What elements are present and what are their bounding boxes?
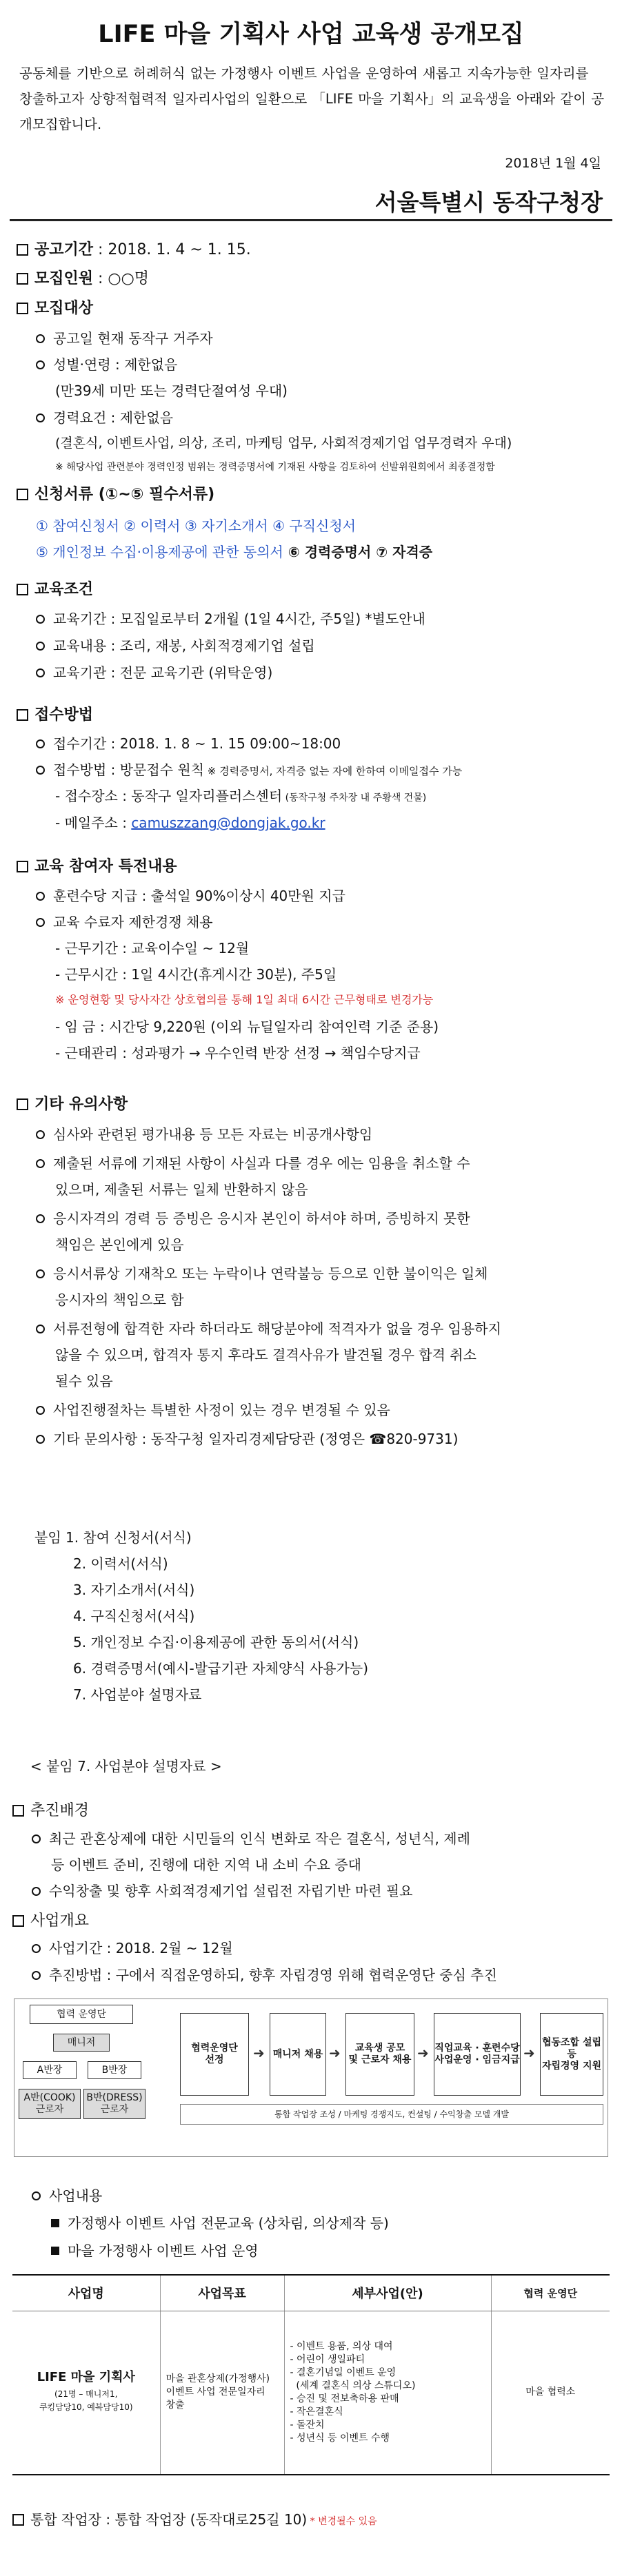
section-background (12, 1799, 89, 1820)
bullet-circle-icon (32, 2191, 41, 2200)
bullet-square-icon (51, 2247, 59, 2255)
bullet-circle-icon (36, 413, 45, 422)
list-item: 접수기간 : 2018. 1. 8 ~ 1. 15 09:00~18:00 (36, 733, 341, 753)
bullet-circle-icon (36, 668, 45, 677)
bullet-circle-icon (36, 739, 45, 748)
checkbox-icon (17, 1098, 28, 1110)
section-period (17, 238, 251, 259)
step-2: 매니저 채용 (270, 2013, 326, 2096)
col-header: 사업명 (12, 2275, 160, 2311)
arrow-right-icon: ➜ (329, 2045, 341, 2061)
section-label: 교육 참여자 특전내용 (34, 858, 177, 875)
note-item-cont: 책임은 본인에게 있음 (55, 1236, 184, 1253)
crew-a-box: A반(COOK) 근로자 (19, 2089, 81, 2119)
cell-goal: 마을 관혼상제(가정행사) 이벤트 사업 전문일자리 창출 (160, 2311, 284, 2475)
bullet-circle-icon (36, 892, 45, 901)
bullet-circle-icon (36, 1435, 45, 1444)
section-application (17, 703, 93, 724)
detail-line: - 근무기간 : 교육이수일 ~ 12월 (55, 940, 250, 957)
page-title: LIFE 마을 기획사 사업 교육생 공개모집 (98, 21, 524, 48)
checkbox-icon (17, 303, 28, 314)
attachment-item: 5. 개인정보 수집·이용제공에 관한 동의서(서식) (73, 1634, 359, 1650)
section-benefits (17, 855, 177, 876)
checkbox-icon (12, 1805, 24, 1817)
attachment-item: 3. 자기소개서(서식) (73, 1582, 195, 1598)
step-4: 직업교육 · 훈련수당 사업운영 · 임금지급 (434, 2013, 521, 2096)
bullet-circle-icon (32, 1971, 41, 1980)
checkbox-icon (17, 861, 28, 872)
bullet-circle-icon (36, 334, 45, 343)
note-item-cont: 될수 있음 (55, 1373, 113, 1389)
arrow-right-icon: ➜ (523, 2045, 535, 2061)
list-item: 마을 가정행사 이벤트 사업 운영 (51, 2240, 259, 2260)
cell-details: - 이벤트 용품, 의상 대여 - 어린이 생일파티 - 결혼기념일 이벤트 운영 (세계 결혼식 의상 스튜디오) - 승진 및 전보축하용 판매 - 작은결혼식 - 돌잔치 - 성년식 등 이벤트 수행 (284, 2311, 491, 2475)
business-table (12, 2274, 610, 2475)
divider (10, 219, 612, 221)
bullet-circle-icon (36, 1214, 45, 1223)
detail-line: - 접수장소 : 동작구 일자리플러스센터 (동작구청 주차장 내 주황색 건물) (55, 788, 427, 804)
col-header: 사업목표 (160, 2275, 284, 2311)
bullet-circle-icon (36, 1159, 45, 1168)
bullet-circle-icon (32, 1834, 41, 1843)
cell-name: LIFE 마을 기획사 (21명 – 매니저1, 쿠킹담당10, 예복담당10) (12, 2311, 160, 2475)
list-item: 추진방법 : 구에서 직접운영하되, 향후 자립경영 위해 협력운영단 중심 추진 (32, 1964, 497, 1984)
list-item: 수익창출 및 향후 사회적경제기업 설립전 자립기반 마련 필요 (32, 1880, 413, 1900)
attachment-item: 2. 이력서(서식) (73, 1555, 168, 1572)
appendix-title: < 붙임 7. 사업분야 설명자료 > (30, 1758, 222, 1775)
workshop-line: 통합 작업장 : 통합 작업장 (동작대로25길 10) * 변경될수 있음 (12, 2508, 377, 2528)
bullet-circle-icon (36, 918, 45, 927)
section-content: 사업내용 (32, 2185, 102, 2205)
arrow-right-icon: ➜ (253, 2045, 265, 2061)
step-3: 교육생 공모 및 근로자 채용 (345, 2013, 414, 2096)
bullet-circle-icon (36, 1130, 45, 1139)
required-docs-line: ① 참여신청서 ② 이력서 ③ 자기소개서 ④ 구직신청서 (36, 518, 356, 534)
bullet-circle-icon (36, 1406, 45, 1415)
section-overview (12, 1909, 89, 1930)
list-item: 훈련수당 지급 : 출석일 90%이상시 40만원 지급 (36, 885, 345, 905)
attachment-item: 6. 경력증명서(예시-발급기관 자체양식 사용가능) (73, 1660, 369, 1677)
bullet-circle-icon (36, 360, 45, 369)
note-red: ※ 운영현황 및 당사자간 상호협의를 통해 1일 최대 6시간 근무형태로 변경가능 (55, 993, 434, 1006)
section-label: 사업개요 (30, 1912, 90, 1930)
section-label: 접수방법 (34, 706, 94, 724)
detail-line: - 메일주소 : camuszzang@dongjak.go.kr (55, 815, 325, 831)
bullet-square-icon (51, 2219, 59, 2227)
note-item-cont: 않을 수 있으며, 합격자 통지 후라도 결격사유가 발견될 경우 합격 취소 (55, 1347, 476, 1363)
section-value: : 2018. 1. 4 ~ 1. 15. (93, 241, 251, 258)
col-header: 세부사업(안) (284, 2275, 491, 2311)
attachment-item: 4. 구직신청서(서식) (73, 1608, 195, 1624)
list-item: 성별·연령 : 제한없음 (36, 354, 177, 374)
checkbox-icon (17, 709, 28, 721)
table-header-row (12, 2275, 610, 2311)
support-bar: 통합 작업장 조성 / 마케팅 경쟁지도, 컨설팅 / 수익창출 모델 개발 (180, 2104, 603, 2125)
section-headcount (17, 267, 149, 288)
detail-line: - 근무시간 : 1일 4시간(휴게시간 30분), 주5일 (55, 966, 337, 983)
bullet-circle-icon (36, 766, 45, 775)
attachments-head: 붙임 1. 참여 신청서(서식) (34, 1529, 192, 1546)
note-item-cont: 응시자의 책임으로 함 (55, 1291, 184, 1308)
list-item-cont: 등 이벤트 준비, 진행에 대한 지역 내 소비 수요 증대 (51, 1857, 361, 1873)
org-flowchart (14, 1999, 608, 2157)
list-item: 사업기간 : 2018. 2월 ~ 12월 (32, 1937, 233, 1957)
list-item: 가정행사 이벤트 사업 전문교육 (상차림, 의상제작 등) (51, 2212, 389, 2232)
checkbox-icon (17, 273, 28, 285)
section-target (17, 296, 93, 318)
issuer: 서울특별시 동작구청장 (374, 189, 603, 216)
detail-line: - 근태관리 : 성과평가 → 우수인력 반장 선정 → 책임수당지급 (55, 1045, 421, 1061)
cell-partner: 마을 협력소 (491, 2311, 610, 2475)
section-label: 공고기간 (34, 241, 94, 258)
bullet-circle-icon (36, 1325, 45, 1333)
checkbox-icon (12, 2514, 24, 2526)
note-item: 제출된 서류에 기재된 사항이 사실과 다를 경우 에는 임용을 취소할 수 (36, 1152, 470, 1172)
note-item-cont: 있으며, 제출된 서류는 일체 반환하지 않음 (55, 1181, 308, 1198)
bullet-circle-icon (32, 1887, 41, 1896)
checkbox-icon (17, 489, 28, 500)
list-item: 교육기간 : 모집일로부터 2개월 (1일 4시간, 주5일) *별도안내 (36, 608, 425, 628)
note: ※ 해당사업 관련분야 경력인정 범위는 경력증명서에 기재된 사항을 검토하여 선발위원회에서 최종결정함 (55, 462, 495, 473)
manager-box: 매니저 (53, 2034, 110, 2052)
list-item: 최근 관혼상제에 대한 시민들의 인식 변화로 작은 결혼식, 성년식, 제례 (32, 1828, 470, 1848)
note-item: 사업진행절차는 특별한 사정이 있는 경우 변경될 수 있음 (36, 1399, 390, 1419)
note-item: 응시서류상 기재착오 또는 누락이나 연락불능 등으로 인한 불이익은 일체 (36, 1263, 488, 1282)
note-item: 기타 문의사항 : 동작구청 일자리경제담당관 (정영은 ☎820-9731) (36, 1428, 458, 1448)
col-header: 협력 운영단 (491, 2275, 610, 2311)
bullet-circle-icon (36, 642, 45, 651)
section-value: : ○○명 (93, 270, 150, 287)
detail-line: - 임 금 : 시간당 9,220원 (이외 뉴딜일자리 참여인력 기준 준용) (55, 1019, 439, 1035)
docs-line: ⑤ 개인정보 수집·이용제공에 관한 동의서 ⑥ 경력증명서 ⑦ 자격증 (36, 544, 433, 560)
attachment-item: 7. 사업분야 설명자료 (73, 1686, 202, 1703)
arrow-right-icon: ➜ (417, 2045, 429, 2061)
email-link[interactable]: camuszzang@dongjak.go.kr (131, 815, 325, 831)
team-a-box: A반장 (23, 2061, 77, 2079)
crew-b-box: B반(DRESS) 근로자 (83, 2089, 146, 2119)
notice-date: 2018년 1월 4일 (505, 156, 601, 171)
section-label: 모집인원 (34, 270, 94, 287)
list-item: 접수방법 : 방문접수 원칙 ※ 경력증명서, 자격증 없는 자에 한하여 이메일접수 가능 (36, 759, 462, 779)
checkbox-icon (12, 1915, 24, 1927)
table-row (12, 2311, 610, 2475)
section-label: 교육조건 (34, 581, 94, 598)
step-1: 협력운영단 선정 (180, 2013, 249, 2096)
section-label: 모집대상 (34, 300, 94, 317)
checkbox-icon (17, 244, 28, 256)
coop-box: 협력 운영단 (30, 2005, 133, 2024)
list-item: 공고일 현재 동작구 거주자 (36, 327, 213, 347)
note-item: 응시자격의 경력 등 증빙은 응시자 본인이 하셔야 하며, 증빙하지 못한 (36, 1207, 470, 1227)
section-label: 추진배경 (30, 1802, 90, 1819)
step-5: 협동조합 설립 등 자립경영 지원 (540, 2013, 603, 2096)
section-notes (17, 1092, 128, 1114)
list-item: 경력요건 : 제한없음 (36, 407, 173, 427)
list-item-sub: (만39세 미만 또는 경력단절여성 우대) (55, 382, 288, 399)
list-item: 교육기관 : 전문 교육기관 (위탁운영) (36, 662, 272, 682)
list-item-sub: (결혼식, 이벤트사업, 의상, 조리, 마케팅 업무, 사회적경제기업 업무경력자 우대) (55, 436, 512, 451)
section-label: 기타 유의사항 (34, 1096, 128, 1113)
intro-paragraph: 공동체를 기반으로 허례허식 없는 가정행사 이벤트 사업을 운영하여 새롭고 지속가능한 일자리를 창출하고자 상향적협력적 일자리사업의 일환으로 「LIFE 마을 기획사」의 교육생을 아래와 같이 공개모집합니다. (19, 65, 605, 132)
bullet-circle-icon (32, 1944, 41, 1953)
list-item: 교육내용 : 조리, 재봉, 사회적경제기업 설립 (36, 635, 315, 655)
section-education (17, 577, 93, 599)
bullet-circle-icon (36, 615, 45, 624)
list-item: 교육 수료자 제한경쟁 채용 (36, 911, 213, 931)
section-label: 신청서류 (34, 486, 94, 503)
note-item: 서류전형에 합격한 자라 하더라도 해당분야에 적격자가 없을 경우 임용하지 (36, 1318, 501, 1338)
bullet-circle-icon (36, 1269, 45, 1278)
team-b-box: B반장 (88, 2061, 141, 2079)
section-documents: 신청서류 (①~⑤ 필수서류) (17, 482, 214, 504)
checkbox-icon (17, 584, 28, 595)
note-item: 심사와 관련된 평가내용 등 모든 자료는 비공개사항임 (36, 1123, 372, 1143)
